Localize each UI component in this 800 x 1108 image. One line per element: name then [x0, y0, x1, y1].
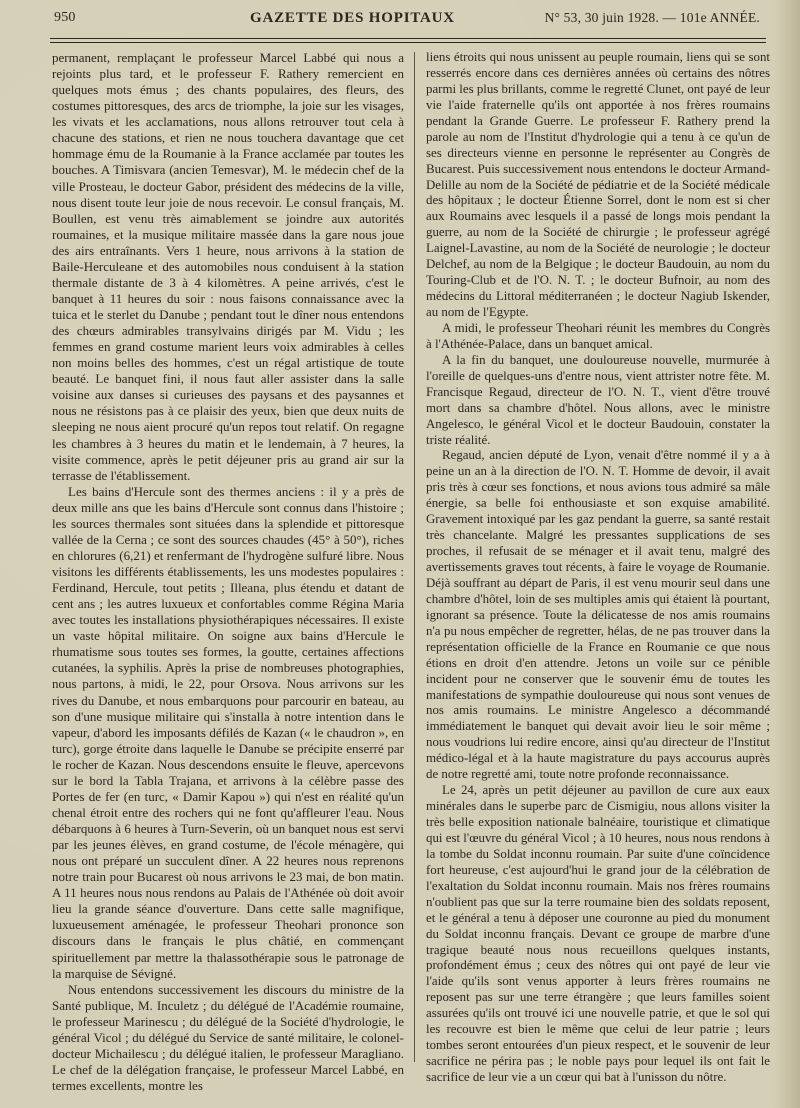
paragraph: liens étroits qui nous unissent au peuple roumain, liens qui se sont resserrés encore dans ces dernières années où certains des nôtres parmi les plus brillants, comme le regretté Clunet, ont payé de leur vie l'aide fraternelle qu'ils ont apportée à nos frères roumains pendant la Grande Guerre. Le professeur F. Rathery prend la parole au nom de l'Institut d'hydrologie qui a tenu à ce qu'un de ses directeurs vienne en personne le représenter au Congrès de Bucarest. Puis successivement nous entendons le docteur Armand-Delille au nom de la Société de pédiatrie et de la Société médicale des hôpitaux ; le docteur Étienne Sorrel, dont le nom est si cher aux Roumains avec lesquels il a passé de longs mois pendant la guerre, au nom de la Société de chirurgie ; le professeur agrégé Laignel-Lavastine, au nom de la Société de neurologie ; le docteur Delchef, au nom de la Belgique ; le docteur Baudouin, au nom du Touring-Club et de l'O. N. T. ; le docteur Bufnoir, au nom des médecins du Littoral méditerranéen ; le docteur Nagiub Iskender, au nom de l'Egypte.: [426, 50, 771, 319]
paragraph: A midi, le professeur Theohari réunit les membres du Congrès à l'Athénée-Palace, dans un banquet amical.: [426, 320, 770, 351]
article-body: [52, 50, 770, 1108]
issue-info: N° 53, 30 juin 1928. — 101e ANNÉE.: [544, 10, 760, 25]
paragraph: Le 24, après un petit déjeuner au pavillon de cure aux eaux minérales dans le superbe parc de Cismigiu, nous allons visiter la très belle exposition nationale balnéaire, touristique et climatique qui est l'œuvre du général Vicol ; à 10 heures, nous nous rendons à la tombe du Soldat inconnu roumain. Par suite d'une coïncidence fort heureuse, c'est aujourd'hui le grand jour de la célébration de l'exaltation du Soldat inconnu roumain. Mais nos frères roumains n'oublient pas que sur la terre roumaine bien des soldats reposent, et le général a tenu à déposer une couronne au pied du monument du Soldat inconnu français. Devant ce groupe de marbre d'une tragique beauté nous nous recueillons quelques instants, profondément émus ; ceux des nôtres qui ont payé de leur vie l'aide qu'ils sont venus apporter à leurs frères roumains ne reposent pas sur une terre étrangère ; que leurs familles soient assurées qu'ils ont trouvé ici une nouvelle patrie, et que le sol qui les recouvre est bien le même que celui de leur patrie ; leurs tombes seront entourées d'un pieux respect, et le souvenir de leur sacrifice ne périra pas ; le noble pays pour lequel ils ont fait le sacrifice de leur vie a un cœur qui bat à l'unisson du nôtre.: [426, 783, 770, 1084]
header-rule-thick: [50, 38, 766, 39]
page-header: [52, 0, 770, 34]
paragraph: Les bains d'Hercule sont des thermes anciens : il y a près de deux mille ans que les bains d'Hercule sont connus dans l'histoire ; les sources thermales sont situées dans la splendide et pittoresque vallée de la Cerna ; ce sont des sources chaudes (45° à 50°), riches en chlorures (6,21) et renfermant de l'hydrogène sulfuré libre. Nous visitons les différents établissements, les uns modestes populaires : Ferdinand, Hercule, tout petits ; Illeana, plus étendu et datant de cent ans ; les autres luxueux et confortables comme Régina Maria avec toutes les installations physiothérapiques nécessaires. Il existe un vaste hôpital militaire. On soigne aux bains d'Hercule le rhumatisme sous toutes ses formes, la goutte, certaines affections cutanées, la syphilis. Après la prise de nombreuses photographies, nous partons, à midi, le 22, pour Orsova. Nous arrivons sur les rives du Danube, et nous embarquons pour parcourir en bateau, au son d'une musique militaire qui s'installa à notre intention dans le vapeur, d'abord les imposants défilés de Kazan (« le chaudron », en turc), gorge étroite dans laquelle le Danube se précipite enserré par le rocher de Kazan. Nous descendons ensuite le fleuve, apercevons sur le bord la Tabla Trajana, et arrivons à la célèbre passe des Portes de fer (en turc, « Damir Kapou ») qui n'est en réalité qu'un chenal étroit entre des rochers qui ne font qu'affleurer l'eau. Nous débarquons à 6 heures à Turn-Severin, où un banquet nous est servi par les jeunes élèves, en grand costume, de l'école ménagère, qui nous ont préparé un succulent dîner. A 22 heures nous reprenons notre train pour Bucarest où nous arrivons le 23 mai, de bon matin. A 11 heures nous nous rendons au Palais de l'Athénée où doit avoir lieu la grande séance d'ouverture. Dans cette salle magnifique, luxueusement aménagée, le professeur Theohari prononce son discours dans le français le plus châtié, en commençant spirituellement par mettre la thalassothérapie sous le patronage de la marquise de Sévigné.: [52, 483, 404, 981]
paragraph: permanent, remplaçant le professeur Marcel Labbé qui nous a rejoints plus tard, et le professeur F. Rathery remercient en quelques mots émus ; des chants populaires, des fleurs, des costumes pittoresques, des arcs de triomphe, la joie sur les visages, les vivats et les acclamations, nous allons retrouver tout cela à chacune des stations, et rien ne nous touchera davantage que cet hommage ému de la Roumanie à la France acclamée par toutes les bouches. A Timisvara (ancien Temesvar), M. le médecin chef de la ville Prosteau, le docteur Gabor, président des médecins de la ville, nous disent toute leur joie de nous recevoir. Le consul français, M. Boullen, est venu très aimablement se joindre aux autorités roumaines, et la musique militaire massée dans la gare nous joue des airs entraînants. Vers 1 heure, nous arrivons à la station de Baile-Herculeane et des automobiles nous conduisent à la station thermale distante de 3 à 4 kilomètres. A peine arrivés, c'est le banquet à 11 heures du soir : nous faisons connaissance avec la tuica et le sterlet du Danube ; pendant tout le dîner nous entendons des chœurs admirables transylvains dirigés par M. Vidu ; les femmes en grand costume marient leurs voix admirables à celles non moins belles des hommes, c'est un régal artistique de toute beauté. Le banquet fini, il nous faut aller assister dans la salle voisine aux danses si curieuses des paysans et des paysannes et nous ne résistons pas à ce plaisir des yeux, bien que deux nuits de sleeping ne nous aient procuré qu'un repos tout relatif. On regagne les chambres à 3 heures du matin et le lendemain, à 7 heures, la visite commence, après le petit déjeuner pris au grand air sur la terrasse de l'établissement.: [52, 50, 404, 483]
left-column: [52, 50, 404, 1094]
paragraph: Nous entendons successivement les discours du ministre de la Santé publique, M. Inculetz ; du délégué de l'Académie roumaine, le professeur Marinescu ; du délégué de la Société d'hydrologie, le général Vicol ; du délégué du Service de santé militaire, le colonel-docteur Michailescu ; du délégué italien, le professeur Maragliano. Le chef de la délégation française, le professeur Marcel Labbé, en termes excellents, montre les: [52, 981, 404, 1093]
page-edge-shading: [774, 0, 800, 1108]
page-number: 950: [54, 10, 76, 25]
journal-title: GAZETTE DES HOPITAUX: [250, 10, 455, 26]
header-rule-thin: [50, 42, 766, 43]
paragraph: A la fin du banquet, une douloureuse nouvelle, murmurée à l'oreille de quelques-uns d'entre nous, vient attrister notre fête. M. Francisque Regaud, directeur de l'O. N. T., vient d'être trouvé mort dans sa chambre d'hôtel. Nous allons, avec le ministre Angelesco, le général Vicol et le docteur Baudouin, constater la triste réalité.: [426, 352, 770, 447]
right-column: [426, 50, 770, 1086]
paragraph: Regaud, ancien député de Lyon, venait d'être nommé il y a à peine un an à la direction de l'O. N. T. Homme de devoir, il avait pris très à cœur ses fonctions, et nous avions tous admiré sa mâle énergie, sa belle foi enthousiaste et son exquise amabilité. Gravement intoxiqué par les gaz pendant la guerre, sa santé restait très chancelante. Malgré les pressantes supplications de ses proches, il refusait de se ménager et il avait tenu, malgré des avertissements graves tout récents, à faire le voyage de Roumanie. Déjà souffrant au départ de Paris, il est venu mourir seul dans une chambre d'hôtel, loin de ses multiples amis qui étaient là pourtant, ignorant sa présence. Toute la délicatesse de nos amis roumains n'a pu nous empêcher de regretter, hélas, de ne pas trouver dans la représentation officielle de la France en Roumanie ce que nous étions en droit d'en attendre. Jetons un voile sur ce pénible incident pour ne conserver que le souvenir ému de toutes les manifestations de sympathie douloureuse qui nous sont venues de nos amis roumains. Le ministre Angelesco a décommandé immédiatement le banquet qui devait avoir lieu le soir même ; nous voudrions lui redire encore, ainsi qu'au directeur de l'Institut médico-légal et à la haute magistrature du pays accourus auprès de notre regretté ami, toute notre profonde reconnaissance.: [426, 448, 770, 782]
